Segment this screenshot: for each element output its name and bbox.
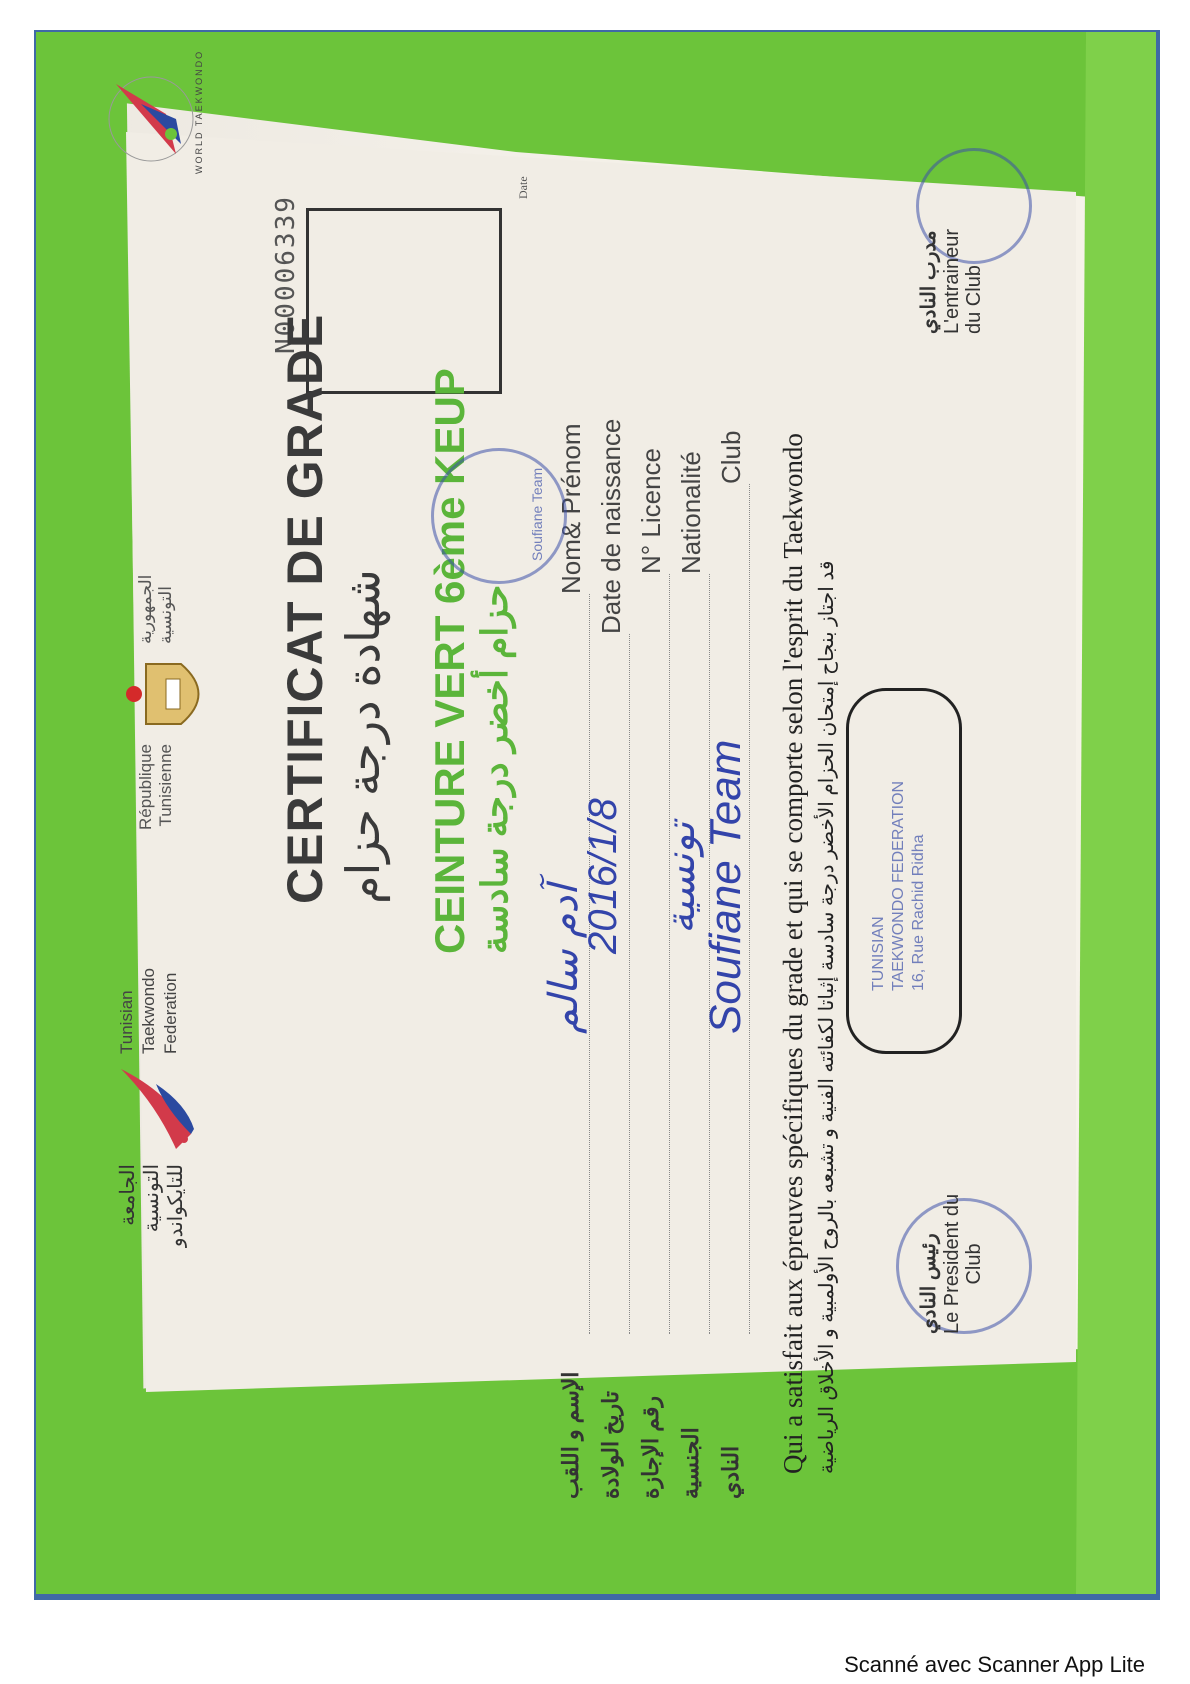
federation-ar: الجامعة التونسية للتايكواندو [117, 1164, 187, 1248]
field-label-fr: Nom& Prénom [556, 423, 586, 594]
field-line [589, 594, 590, 1334]
serial-number: N00006339 [271, 195, 301, 354]
title-ar: شهادة درجة حزام [337, 569, 389, 904]
field-label-fr: Nationalité [676, 451, 706, 574]
subtitle-ar: حزام أخضر درجة سادسة [474, 584, 515, 954]
scanned-photo [34, 30, 1160, 1600]
field-value: تونسية [659, 821, 703, 934]
club-stamp-text: Soufiane Team [529, 467, 545, 561]
federation-stamp-box [846, 688, 962, 1054]
subtitle-fr: CEINTURE VERT 6ème KEUP [426, 368, 473, 954]
coach-label-ar: مدرب النادي [918, 230, 940, 334]
republic-ar: الجمهورية التونسية [136, 574, 175, 644]
statement-fr: Qui a satisfait aux épreuves spécifiques du grade et qui se comporte selon l'esprit du Taekwondo [778, 433, 808, 1474]
coach-label-fr: L'entraineur du Club [941, 229, 985, 334]
photo-box [306, 208, 502, 394]
federation-en: Tunisian Taekwondo Federation [117, 967, 180, 1054]
field-line [629, 634, 630, 1334]
field-value: آدم سالم [542, 884, 586, 1034]
statement-ar: قد اجتاز بنجاح إمتحان الحزام الأخضر درجة سادسة إثباتا لكفائته الفنية و تشبعه بالروح الأولمبية و الأخلاق الرياضية [816, 560, 838, 1474]
tunisian-taekwondo-federation-icon [116, 1064, 196, 1154]
scan-footer: Scanné avec Scanner App Lite [844, 1652, 1145, 1677]
tunisia-coat-of-arms-icon [126, 654, 216, 734]
field-label-fr: Club [716, 430, 746, 484]
field-line [669, 574, 670, 1334]
world-taekwondo-logo [96, 49, 206, 174]
field-label-fr: N° Licence [636, 447, 666, 574]
world-logo-text: WORLD TAEKWONDO [194, 49, 204, 174]
certificate-card [36, 32, 1156, 1594]
field-label-ar: رقم الإجازة [638, 1395, 663, 1499]
field-label-ar: الإسم و اللقب [558, 1371, 583, 1499]
president-label-fr: Le President du Club [941, 1193, 985, 1334]
certificate-content [36, 32, 1156, 1594]
world-taekwondo-icon [96, 64, 206, 174]
field-label-ar: تاريخ الولادة [598, 1391, 623, 1499]
field-label-ar: النادي [718, 1445, 743, 1499]
president-label-ar: رئيس النادي [918, 1233, 940, 1334]
field-label-fr: Date de naissance [596, 418, 626, 634]
republic-fr: République Tunisienne [136, 744, 175, 831]
date-label: Date [516, 176, 530, 199]
field-value: 2016/1/8 [581, 798, 625, 954]
federation-stamp-text: TUNISIAN TAEKWONDO FEDERATION 16, Rue Rachid Ridha [870, 780, 927, 991]
field-label-ar: الجنسية [678, 1427, 703, 1499]
title-fr: CERTIFICAT DE GRADE [277, 313, 333, 904]
club-stamp [431, 448, 567, 584]
field-value: Soufiane Team [701, 739, 750, 1034]
